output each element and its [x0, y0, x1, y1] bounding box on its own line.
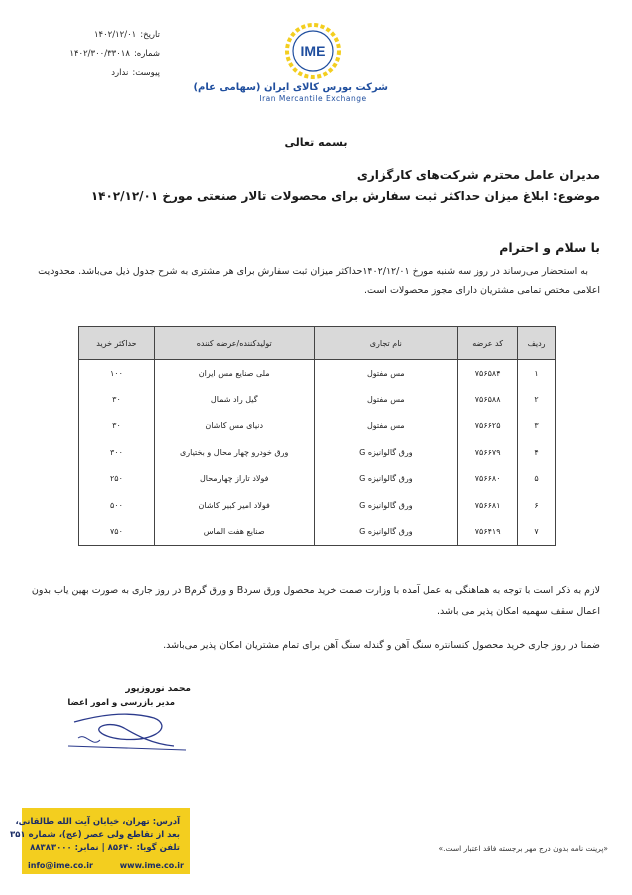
table-row	[79, 466, 556, 493]
cell-max-purchase: ۳۰	[79, 386, 155, 413]
footer-contact-row	[22, 861, 190, 874]
meta-date	[60, 26, 160, 45]
svg-text:IME: IME	[300, 43, 326, 59]
cell-trade-name: مس مفتول	[314, 386, 458, 413]
cell-trade-name: مس مفتول	[314, 360, 458, 387]
cell-max-purchase: ۳۰۰	[79, 439, 155, 466]
signature-block	[56, 684, 191, 756]
cell-radif: ۱	[518, 360, 556, 387]
address-line-1: آدرس: تهران، خیابان آیت الله طالقانی،	[15, 817, 180, 827]
validity-footnote: «پرینت نامه بدون درج مهر برجسته فاقد اعتبار است.»	[438, 844, 608, 853]
meta-attachment	[60, 64, 160, 83]
cell-code: ۷۵۶۴۱۹	[458, 519, 518, 546]
number-value: ۱۴۰۲/۳۰۰/۳۳۰۱۸	[69, 49, 130, 59]
cell-max-purchase: ۵۰۰	[79, 492, 155, 519]
table-header-row	[79, 327, 556, 360]
cell-trade-name: ورق گالوانیزه G	[314, 519, 458, 546]
cell-producer: ورق خودرو چهار محال و بختیاری	[154, 439, 314, 466]
cell-trade-name: ورق گالوانیزه G	[314, 439, 458, 466]
meta-number	[60, 45, 160, 64]
bismillah: بسمه تعالی	[284, 136, 348, 149]
cell-radif: ۲	[518, 386, 556, 413]
cell-trade-name: ورق گالوانیزه G	[314, 466, 458, 493]
cell-code: ۷۵۶۶۲۵	[458, 413, 518, 440]
header-radif: ردیف	[518, 327, 556, 360]
cell-code: ۷۵۶۶۷۹	[458, 439, 518, 466]
cell-radif: ۴	[518, 439, 556, 466]
letter-meta	[60, 26, 160, 83]
company-name-en: Iran Mercantile Exchange	[259, 94, 367, 103]
cell-max-purchase: ۱۰۰	[79, 360, 155, 387]
cell-radif: ۶	[518, 492, 556, 519]
paragraph-note: لازم به ذکر است با توجه به هماهنگی به عمل آمده با وزارت صمت خرید محصول ورق سردB و ورق گرمB در روز جاری به صورت بهین یاب بدون اعمال سقف سهمیه امکان پذیر می باشد.	[31, 585, 600, 617]
address-line-2: بعد از تقاطع ولی عصر (عج)، شماره ۳۵۱	[10, 830, 180, 840]
subject-line: موضوع: ابلاغ میزان حداکثر ثبت سفارش برای محصولات تالار صنعتی مورخ ۱۴۰۲/۱۲/۰۱	[90, 189, 600, 203]
cell-producer: صنایع هفت الماس	[154, 519, 314, 546]
table-row	[79, 386, 556, 413]
date-value: ۱۴۰۲/۱۲/۰۱	[93, 30, 137, 40]
signatory-title: مدیر بازرسی و امور اعضا	[67, 698, 175, 708]
table-row	[79, 439, 556, 466]
attachment-value: ندارد	[111, 68, 129, 78]
company-name-fa: شرکت بورس کالای ایران (سهامی عام)	[193, 82, 388, 93]
cell-max-purchase: ۲۵۰	[79, 466, 155, 493]
attachment-label: پیوست:	[132, 68, 160, 78]
cell-producer: فولاد امیر کبیر کاشان	[154, 492, 314, 519]
date-label: تاریخ:	[140, 30, 160, 40]
cell-code: ۷۵۶۶۸۱	[458, 492, 518, 519]
cell-radif: ۷	[518, 519, 556, 546]
header-producer: تولیدکننده/عرضه کننده	[154, 327, 314, 360]
cell-producer: ملی صنایع مس ایران	[154, 360, 314, 387]
cell-trade-name: مس مفتول	[314, 413, 458, 440]
website-link[interactable]: www.ime.co.ir	[119, 861, 184, 870]
cell-max-purchase: ۷۵۰	[79, 519, 155, 546]
ime-emblem-icon	[284, 22, 342, 80]
recipient: مدیران عامل محترم شرکت‌های کارگزاری	[356, 168, 600, 182]
cell-code: ۷۵۶۶۸۰	[458, 466, 518, 493]
cell-code: ۷۵۶۵۸۸	[458, 386, 518, 413]
cell-producer: گیل راد شمال	[154, 386, 314, 413]
number-label: شماره:	[133, 49, 160, 59]
header-code: کد عرضه	[458, 327, 518, 360]
signatory-name: محمد نوروزپور	[125, 684, 191, 694]
header-max-purchase: حداکثر خرید	[79, 327, 155, 360]
cell-radif: ۵	[518, 466, 556, 493]
cell-producer: فولاد تاراز چهارمحال	[154, 466, 314, 493]
cell-radif: ۳	[518, 413, 556, 440]
cell-trade-name: ورق گالوانیزه G	[314, 492, 458, 519]
paragraph-additional: ضمنا در روز جاری خرید محصول کنسانتره سنگ آهن و گندله سنگ آهن برای تمام مشتریان امکان پذیر می‌باشد.	[163, 640, 600, 651]
table-row	[79, 492, 556, 519]
phone-line: تلفن گویا: ۸۵۶۴۰ | نمابر: ۸۸۳۸۳۰۰۰	[30, 843, 180, 853]
products-table	[78, 326, 556, 546]
table-row	[79, 413, 556, 440]
header-trade-name: نام تجاری	[314, 327, 458, 360]
cell-code: ۷۵۶۵۸۴	[458, 360, 518, 387]
email-link[interactable]: info@ime.co.ir	[28, 861, 93, 870]
company-logo	[193, 22, 388, 103]
table-row	[79, 519, 556, 546]
greeting: با سلام و احترام	[499, 240, 600, 255]
cell-producer: دنیای مس کاشان	[154, 413, 314, 440]
paragraph-intro: به استحضار می‌رساند در روز سه شنبه مورخ ۱۴۰۲/۱۲/۰۱حداکثر میزان ثبت سفارش برای هر مشتری به شرح جدول ذیل می‌باشد. محدودیت اعلامی مختص تمامی مشتریان دارای مجوز محصولات است.	[38, 266, 600, 296]
table-row	[79, 360, 556, 387]
cell-max-purchase: ۳۰	[79, 413, 155, 440]
